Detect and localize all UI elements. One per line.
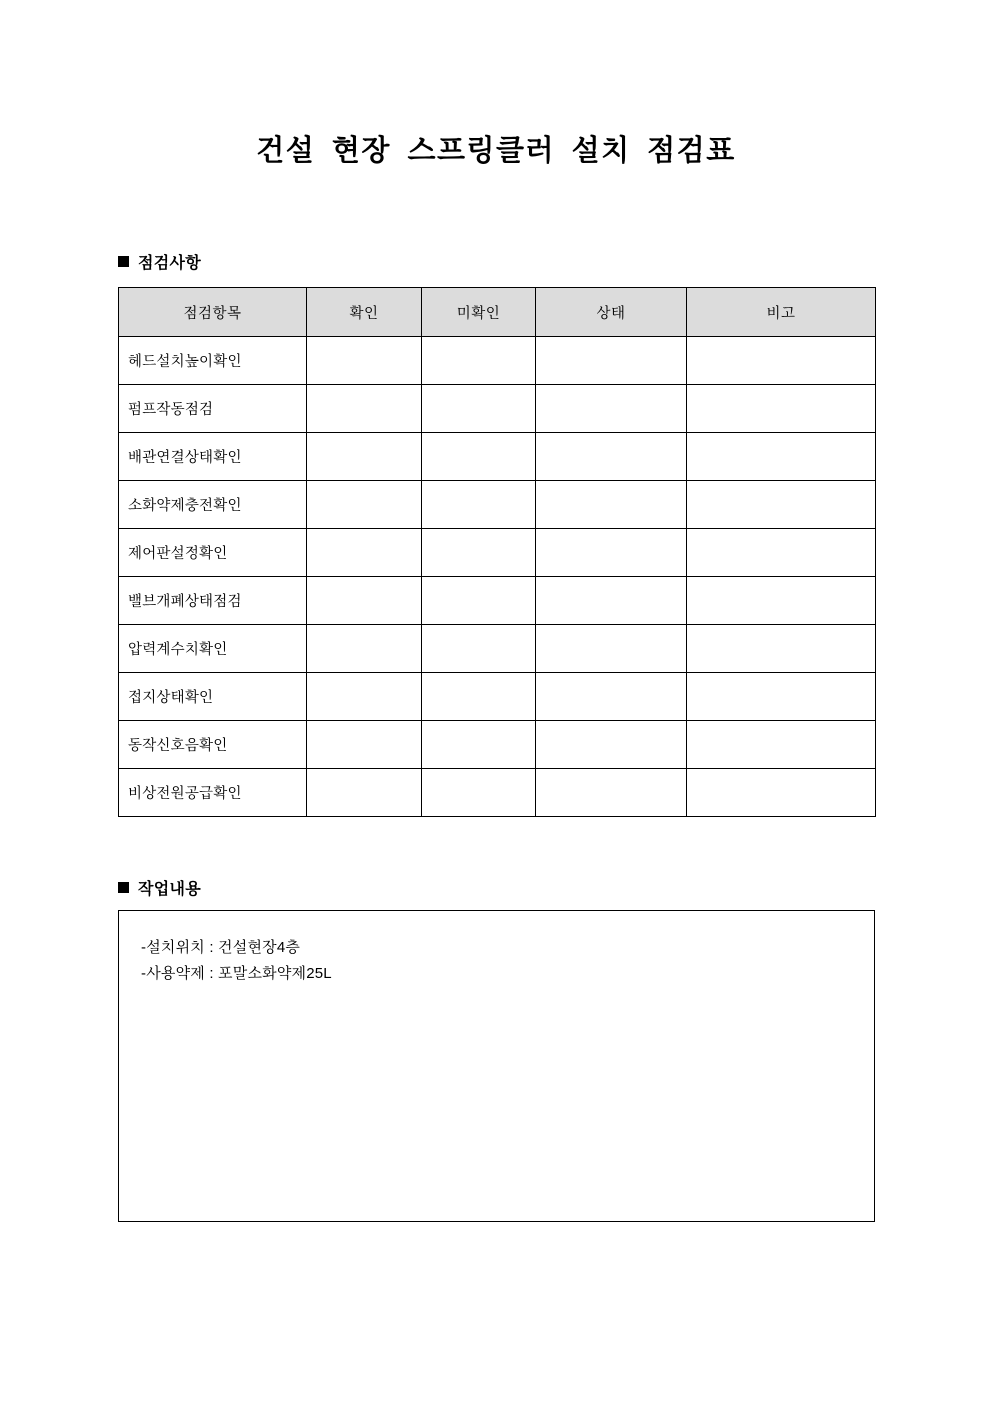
cell-note[interactable]: [687, 481, 876, 529]
table-row: [119, 433, 876, 481]
cell-unconfirmed[interactable]: [422, 385, 536, 433]
cell-confirmed[interactable]: [307, 769, 422, 817]
inspection-table: [118, 287, 876, 817]
worklog-line-agent-used: -사용약제 : 포말소화약제25L: [141, 965, 332, 983]
table-row: [119, 769, 876, 817]
cell-confirmed[interactable]: [307, 577, 422, 625]
cell-note[interactable]: [687, 433, 876, 481]
worklog-textbox[interactable]: [118, 910, 875, 1222]
section-heading-worklog: [118, 876, 201, 899]
table-row: [119, 529, 876, 577]
cell-unconfirmed[interactable]: [422, 721, 536, 769]
cell-state[interactable]: [536, 769, 687, 817]
cell-state[interactable]: [536, 625, 687, 673]
cell-note[interactable]: [687, 625, 876, 673]
cell-unconfirmed[interactable]: [422, 337, 536, 385]
cell-note[interactable]: [687, 385, 876, 433]
inspection-table-header: [119, 288, 876, 337]
cell-confirmed[interactable]: [307, 625, 422, 673]
cell-item: 제어판설정확인: [119, 529, 307, 577]
cell-item: 비상전원공급확인: [119, 769, 307, 817]
table-row: [119, 481, 876, 529]
cell-item: 동작신호음확인: [119, 721, 307, 769]
table-row: [119, 577, 876, 625]
cell-note[interactable]: [687, 769, 876, 817]
table-row: [119, 673, 876, 721]
black-square-bullet-icon: [118, 882, 129, 893]
inspection-table-body: [119, 337, 876, 817]
black-square-bullet-icon: [118, 256, 129, 267]
column-header-unconfirmed: 미확인: [422, 288, 536, 337]
column-header-note: 비고: [687, 288, 876, 337]
cell-item: 밸브개폐상태점검: [119, 577, 307, 625]
cell-note[interactable]: [687, 337, 876, 385]
cell-unconfirmed[interactable]: [422, 433, 536, 481]
cell-state[interactable]: [536, 529, 687, 577]
section-heading-inspection-label: 점검사항: [138, 255, 202, 272]
cell-confirmed[interactable]: [307, 337, 422, 385]
cell-state[interactable]: [536, 433, 687, 481]
cell-note[interactable]: [687, 529, 876, 577]
cell-state[interactable]: [536, 481, 687, 529]
table-row: [119, 385, 876, 433]
cell-unconfirmed[interactable]: [422, 625, 536, 673]
worklog-content: [119, 911, 874, 988]
cell-state[interactable]: [536, 337, 687, 385]
cell-confirmed[interactable]: [307, 433, 422, 481]
cell-state[interactable]: [536, 385, 687, 433]
table-header-row: [119, 288, 876, 337]
cell-unconfirmed[interactable]: [422, 529, 536, 577]
cell-confirmed[interactable]: [307, 673, 422, 721]
section-heading-worklog-label: 작업내용: [138, 881, 202, 898]
cell-note[interactable]: [687, 721, 876, 769]
cell-state[interactable]: [536, 721, 687, 769]
worklog-line-install-location: -설치위치 : 건설현장4층: [141, 939, 301, 956]
cell-item: 압력계수치확인: [119, 625, 307, 673]
cell-item: 접지상태확인: [119, 673, 307, 721]
cell-unconfirmed[interactable]: [422, 769, 536, 817]
cell-confirmed[interactable]: [307, 385, 422, 433]
cell-item: 펌프작동점검: [119, 385, 307, 433]
section-heading-inspection: [118, 250, 201, 273]
cell-confirmed[interactable]: [307, 529, 422, 577]
table-row: [119, 721, 876, 769]
cell-unconfirmed[interactable]: [422, 673, 536, 721]
cell-item: 헤드설치높이확인: [119, 337, 307, 385]
cell-item: 소화약제충전확인: [119, 481, 307, 529]
cell-note[interactable]: [687, 673, 876, 721]
column-header-item: 점검항목: [119, 288, 307, 337]
table-row: [119, 337, 876, 385]
cell-state[interactable]: [536, 673, 687, 721]
cell-unconfirmed[interactable]: [422, 481, 536, 529]
cell-confirmed[interactable]: [307, 721, 422, 769]
table-row: [119, 625, 876, 673]
cell-unconfirmed[interactable]: [422, 577, 536, 625]
cell-state[interactable]: [536, 577, 687, 625]
cell-note[interactable]: [687, 577, 876, 625]
page-title: 건설 현장 스프링클러 설치 점검표: [256, 135, 736, 167]
cell-confirmed[interactable]: [307, 481, 422, 529]
column-header-state: 상태: [536, 288, 687, 337]
column-header-confirmed: 확인: [307, 288, 422, 337]
cell-item: 배관연결상태확인: [119, 433, 307, 481]
